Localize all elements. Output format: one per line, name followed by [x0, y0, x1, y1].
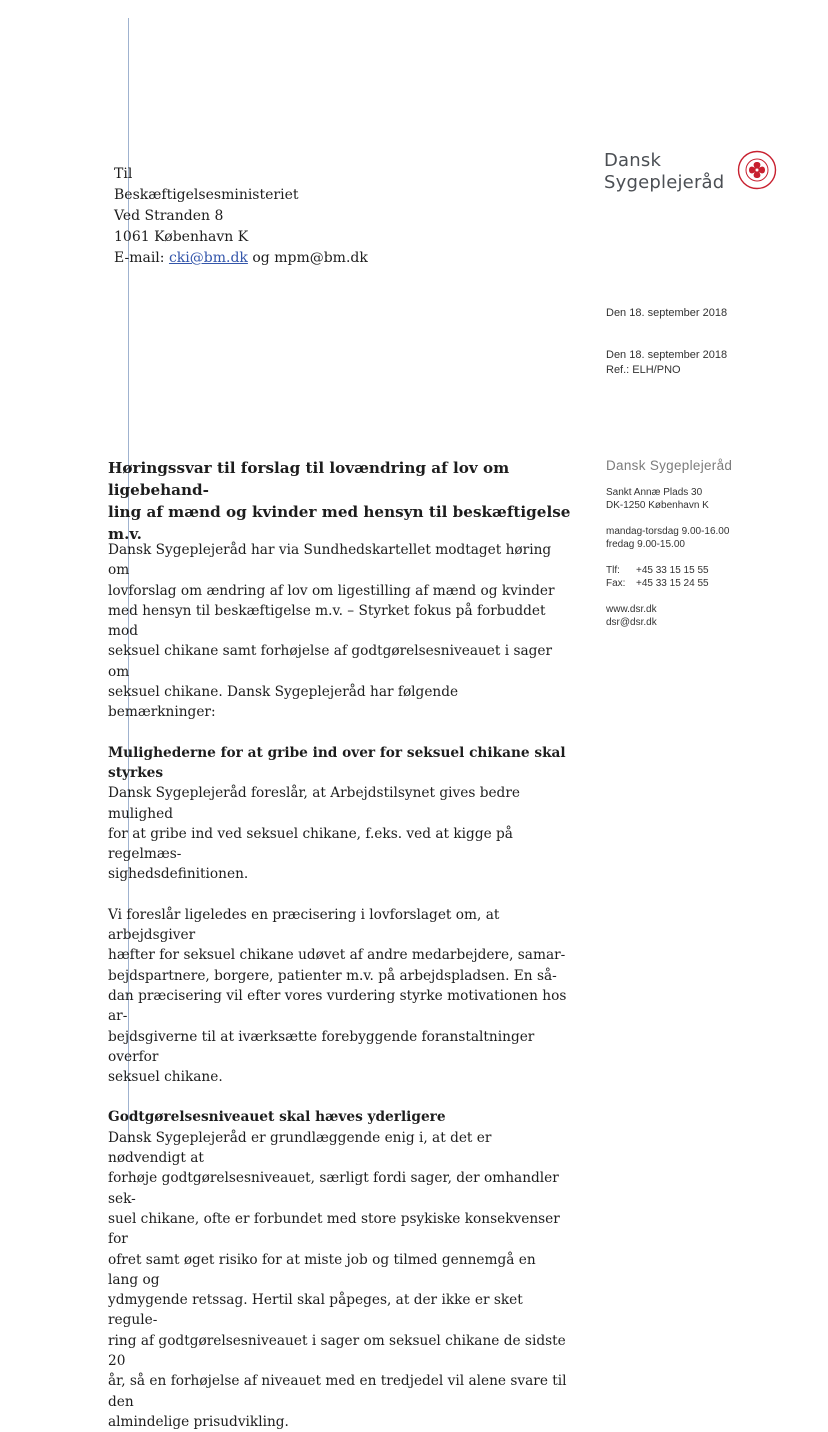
sender-contact — [606, 486, 729, 629]
phone-number: +45 33 15 15 55 — [636, 565, 709, 576]
address-to: Til — [114, 166, 133, 182]
letter-body — [108, 540, 568, 1432]
title-line-1: Høringssvar til forslag til lovændring af lov om ligebehand- — [108, 459, 510, 499]
email-joiner: og — [252, 250, 270, 266]
para-1-line: sighedsdefinitionen. — [108, 866, 249, 883]
reference: Ref.: ELH/PNO — [606, 364, 681, 376]
intro-line: seksuel chikane. Dansk Sygeplejeråd har følgende bemærkninger: — [108, 684, 459, 721]
para-2-line: seksuel chikane. — [108, 1069, 223, 1086]
phone-label: Tlf: — [606, 565, 620, 576]
intro-line: seksuel chikane samt forhøjelse af godtgørelsesniveauet i sager om — [108, 643, 553, 680]
recipient-address — [114, 164, 368, 269]
sender-hours-1: mandag-torsdag 9.00-16.00 — [606, 526, 730, 537]
para-3-line: ydmygende retssag. Hertil skal påpeges, at der ikke er sket regule- — [108, 1292, 523, 1329]
para-2-line: dan præcisering vil efter vores vurdering styrke motivationen hos ar- — [108, 987, 567, 1025]
sender-city: DK-1250 København K — [606, 500, 709, 511]
sender-hours-2: fredag 9.00-15.00 — [606, 539, 685, 550]
section-heading-2: Godtgørelsesniveauet skal hæves yderligere — [108, 1109, 446, 1126]
email-2: mpm@bm.dk — [274, 250, 368, 266]
letter-title — [108, 457, 578, 545]
intro-line: med hensyn til beskæftigelse m.v. – Styrket fokus på forbuddet mod — [108, 602, 546, 640]
logo-line-2: Sygeplejeråd — [604, 172, 725, 193]
fax-label: Fax: — [606, 578, 626, 589]
title-line-2: ling af mænd og kvinder med hensyn til beskæftigelse m.v. — [108, 503, 571, 543]
logo — [604, 150, 764, 200]
intro-line: lovforslag om ændring af lov om ligestilling af mænd og kvinder — [108, 582, 555, 599]
para-2-line: bejdspartnere, borgere, patienter m.v. på arbejdspladsen. En så- — [108, 967, 557, 984]
seal-icon — [737, 150, 777, 190]
logo-text — [604, 150, 724, 194]
section-heading-1: Mulighederne for at gribe ind over for seksuel chikane skal styrkes — [108, 744, 566, 781]
para-1-line: for at gribe ind ved seksuel chikane, f.eks. ved at kigge på regelmæs- — [108, 825, 513, 863]
para-2-line: bejdsgiverne til at iværksætte forebyggende foranstaltninger overfor — [108, 1028, 535, 1065]
intro-line: Dansk Sygeplejeråd har via Sundhedskartellet modtaget høring om — [108, 542, 552, 579]
para-2-line: hæfter for seksuel chikane udøvet af andre medarbejdere, samar- — [108, 947, 566, 964]
email-link-1[interactable]: cki@bm.dk — [168, 250, 248, 266]
para-1-line: Dansk Sygeplejeråd foreslår, at Arbejdstilsynet gives bedre mulighed — [108, 785, 520, 822]
logo-line-1: Dansk — [604, 150, 662, 171]
para-3-line: suel chikane, ofte er forbundet med store psykiske konsekvenser for — [108, 1210, 560, 1248]
para-3-line: almindelige prisudvikling. — [108, 1413, 289, 1430]
sender-name: Dansk Sygeplejeråd — [606, 458, 733, 473]
para-3-line: år, så en forhøjelse af niveauet med en tredjedel vil alene svare til den — [108, 1373, 567, 1410]
sender-fax-row — [606, 577, 729, 590]
para-3-line: Dansk Sygeplejeråd er grundlæggende enig i, at det er nødvendigt at — [108, 1129, 492, 1167]
date-ref-block — [606, 348, 727, 378]
email-label: E-mail: — [114, 250, 165, 266]
para-2-line: Vi foreslår ligeledes en præcisering i lovforslaget om, at arbejdsgiver — [108, 906, 500, 944]
sender-email[interactable]: dsr@dsr.dk — [606, 617, 657, 628]
address-recipient: Beskæftigelsesministeriet — [114, 187, 299, 203]
address-email — [114, 248, 368, 269]
sender-street: Sankt Annæ Plads 30 — [606, 487, 703, 498]
date-1: Den 18. september 2018 — [606, 307, 728, 319]
address-street: Ved Stranden 8 — [114, 208, 224, 224]
para-3-line: ring af godtgørelsesniveauet i sager om seksuel chikane de sidste 20 — [108, 1332, 566, 1369]
date-2: Den 18. september 2018 — [606, 349, 728, 361]
address-city: 1061 København K — [114, 229, 249, 245]
para-3-line: ofret samt øget risiko for at miste job og tilmed gennemgå en lang og — [108, 1251, 536, 1288]
sender-phone-row — [606, 564, 729, 577]
para-3-line: forhøje godtgørelsesniveauet, særligt fordi sager, der omhandler sek- — [108, 1170, 559, 1207]
fax-number: +45 33 15 24 55 — [636, 578, 709, 589]
sender-web[interactable]: www.dsr.dk — [606, 604, 657, 615]
